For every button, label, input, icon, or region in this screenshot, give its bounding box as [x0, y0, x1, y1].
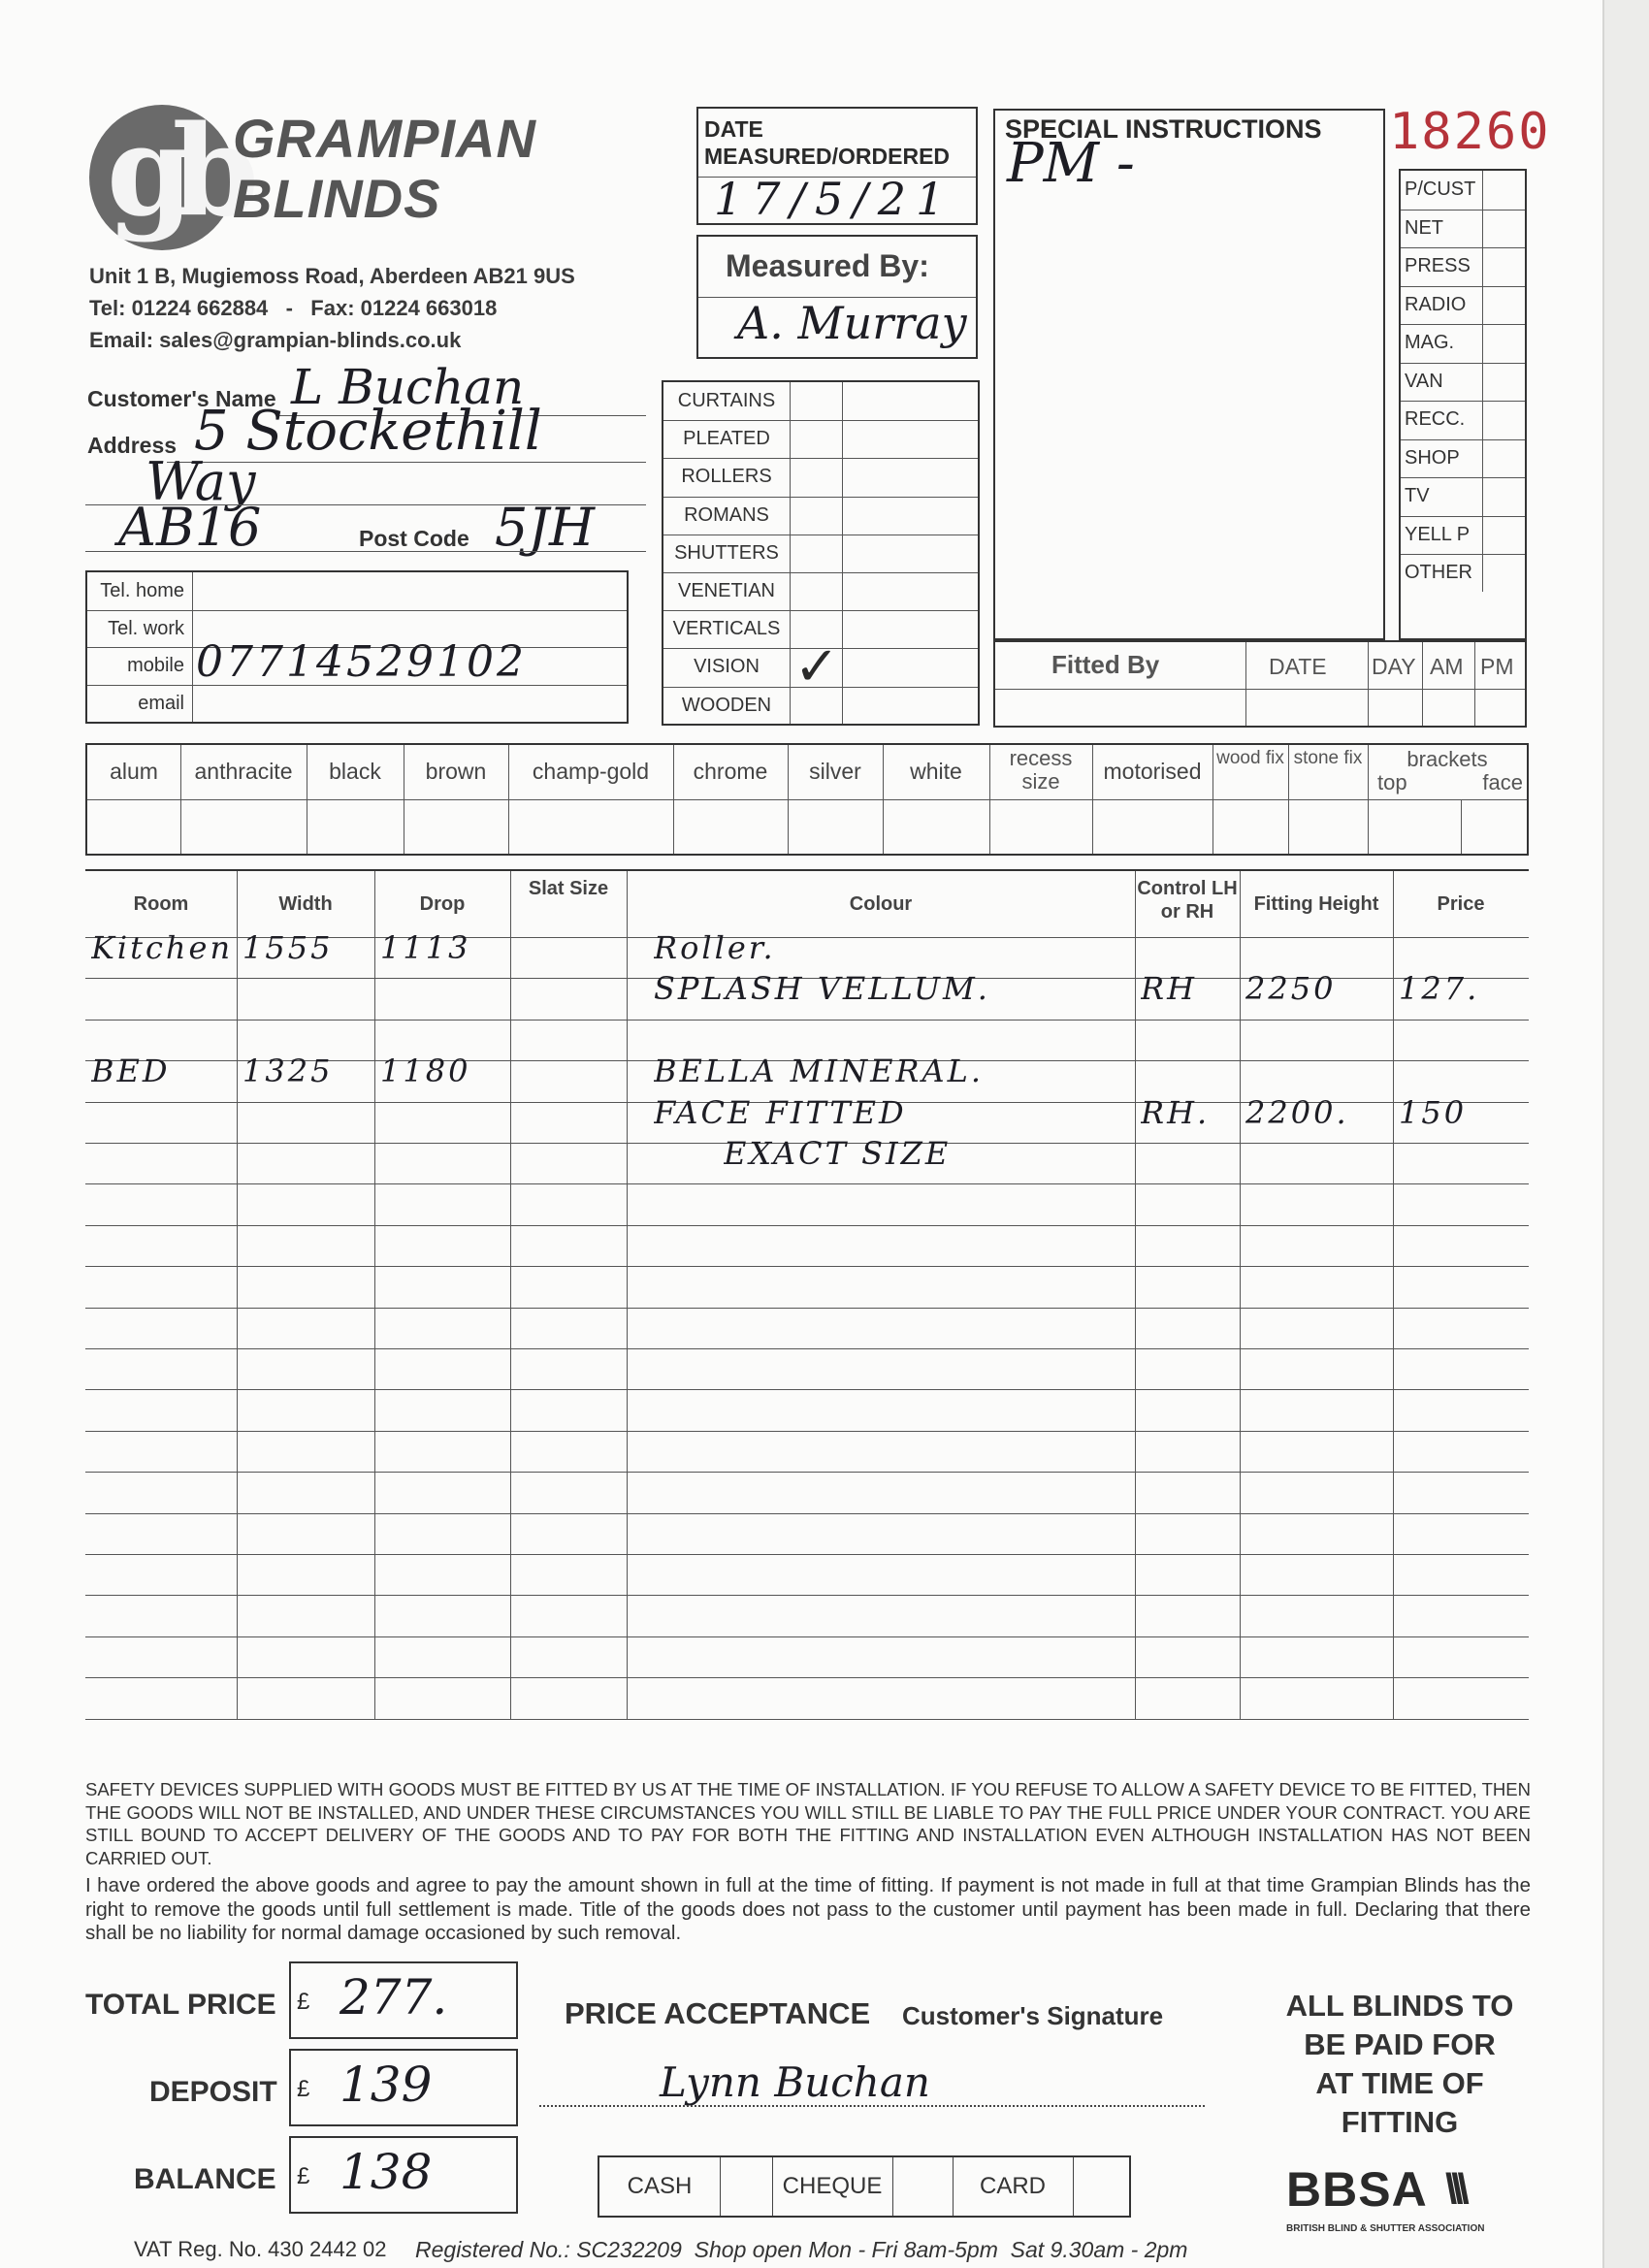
source-checkbox[interactable]: [1484, 518, 1525, 553]
blind-type-label: VISION: [694, 656, 760, 678]
fitted-by-am: AM: [1430, 654, 1464, 679]
source-row-divider: [1401, 477, 1525, 478]
option-checkbox[interactable]: [89, 803, 178, 852]
address-label: Address: [87, 433, 178, 458]
payment-notice: [1230, 1987, 1569, 2142]
blind-type-checkbox[interactable]: ✓: [793, 635, 840, 697]
measured-by-value[interactable]: A. Murray: [737, 297, 967, 349]
source-item: P/CUST: [1405, 178, 1476, 200]
source-checkbox[interactable]: [1484, 211, 1525, 246]
option-checkbox[interactable]: [510, 803, 671, 852]
order-cell-drop[interactable]: 1113: [380, 929, 471, 966]
page-edge: [1602, 0, 1649, 2268]
customer-signature-label: Customer's Signature: [902, 2001, 1164, 2030]
vat-number: VAT Reg. No. 430 2442 02: [134, 2237, 387, 2261]
payment-notice-line: FITTING: [1341, 2105, 1459, 2139]
contact-label: Tel. work: [108, 617, 184, 639]
signature-line: [539, 2105, 1205, 2107]
payment-notice-line: AT TIME OF: [1315, 2066, 1484, 2100]
blind-type-divider: [663, 420, 978, 421]
option-checkbox[interactable]: [991, 803, 1090, 852]
order-row-line: [85, 1183, 1529, 1184]
special-instructions-label: SPECIAL INSTRUCTIONS: [1005, 114, 1322, 144]
option-header-alum: alum: [110, 759, 158, 784]
balance-value[interactable]: 138: [340, 2144, 433, 2200]
option-checkbox[interactable]: [675, 803, 786, 852]
source-checkbox[interactable]: [1484, 288, 1525, 323]
source-list: [1399, 169, 1527, 640]
fitted-by-date: DATE: [1269, 654, 1327, 679]
source-row-divider: [1401, 516, 1525, 517]
order-cell-drop[interactable]: 1180: [380, 1053, 471, 1090]
source-item: SHOP: [1405, 446, 1460, 469]
blind-type-label: ROMANS: [684, 503, 769, 526]
order-cell-price[interactable]: 150: [1399, 1093, 1468, 1131]
date-value[interactable]: 17/5/21: [714, 173, 954, 225]
source-item: OTHER: [1405, 562, 1472, 583]
bbsa-logo: BBSA: [1286, 2162, 1428, 2217]
source-item: RECC.: [1405, 408, 1466, 430]
payment-divider: [720, 2157, 721, 2216]
source-row-divider: [1401, 247, 1525, 248]
source-row-divider: [1401, 554, 1525, 555]
safety-terms: SAFETY DEVICES SUPPLIED WITH GOODS MUST BE FITTED BY US AT THE TIME OF INSTALLATION. IF YOU REFUSE TO ALLOW A SAFETY DEVICE TO BE FITTED, THEN THE GOODS WILL NOT BE INSTALLED, AND UNDER THESE CIRCUMSTANCES YOU WILL STILL BE LIABLE TO PAY THE FULL PRICE UNDER YOUR CONTRACT. YOU ARE STILL BOUND TO ACCEPT DELIVERY OF THE GOODS AND TO PAY FOR BOTH THE FITTING AND INSTALLATION EVEN ALTHOUGH INSTALLATION HAS NOT BEEN CARRIED OUT.: [85, 1779, 1531, 1868]
option-checkbox[interactable]: [1094, 803, 1211, 852]
source-row-divider: [1401, 286, 1525, 287]
order-header-drop: Drop: [419, 893, 466, 915]
source-row-divider: [1401, 210, 1525, 211]
contact-label: Tel. home: [100, 580, 184, 601]
measured-by-box: [696, 235, 978, 359]
source-checkbox[interactable]: [1484, 556, 1525, 591]
agreement-terms: I have ordered the above goods and agree to pay the amount shown in full at the time of fitting. If payment is not made in full at that time Grampian Blinds has the right to remove the goods until full settlement is made. Title of the goods does not pass to the customer until payment has been made in full. Declaring that there shall be no liability for normal damage occasioned by such removal.: [85, 1874, 1531, 1944]
order-header-price: Price: [1437, 893, 1485, 915]
order-column-divider: [237, 871, 238, 1719]
order-cell-height[interactable]: 2250: [1245, 970, 1337, 1008]
blind-type-divider: [663, 687, 978, 688]
fitted-by-day: DAY: [1372, 654, 1416, 679]
address-line1[interactable]: 5 Stockethill: [194, 400, 542, 463]
blind-type-label: SHUTTERS: [674, 541, 779, 564]
order-column-divider: [1135, 871, 1136, 1719]
deposit-value[interactable]: 139: [340, 2057, 433, 2113]
blind-type-label: VERTICALS: [672, 618, 781, 640]
order-column-divider: [1393, 871, 1394, 1719]
order-cell-colour[interactable]: Roller.: [654, 929, 776, 966]
order-cell-room[interactable]: BED: [91, 1053, 171, 1090]
blind-type-divider: [663, 610, 978, 611]
bbsa-logo-slashes: \\\: [1445, 2165, 1464, 2213]
postcode-value[interactable]: 5JH: [495, 497, 596, 558]
order-cell-width[interactable]: 1325: [242, 1053, 334, 1090]
date-label-line2: MEASURED/ORDERED: [704, 144, 951, 169]
order-row-line: [85, 1719, 1529, 1720]
options-table: [85, 743, 1529, 856]
option-checkbox[interactable]: [182, 803, 305, 852]
company-phone: Tel: 01224 662884 - Fax: 01224 663018: [89, 296, 498, 320]
option-header-stone-fix: stone fix: [1293, 748, 1363, 768]
option-header-anthracite: anthracite: [194, 759, 293, 784]
fitted-by-pm: PM: [1480, 654, 1514, 679]
company-logo: [89, 99, 238, 250]
deposit-box: [289, 2049, 518, 2126]
order-row-line: [85, 1308, 1529, 1309]
source-row-divider: [1401, 439, 1525, 440]
order-cell-room[interactable]: Kitchen: [91, 929, 234, 966]
source-checkbox[interactable]: [1484, 479, 1525, 514]
balance-label: BALANCE: [134, 2163, 276, 2195]
blind-type-label: VENETIAN: [677, 580, 776, 601]
option-header-brackets: brackets: [1406, 747, 1488, 771]
source-item: VAN: [1405, 370, 1443, 392]
order-row-line: [85, 1554, 1529, 1555]
option-checkbox[interactable]: [885, 803, 987, 852]
total-currency: £: [297, 1989, 310, 2015]
company-email: Email: sales@grampian-blinds.co.uk: [89, 328, 462, 352]
postcode-label: Post Code: [359, 526, 469, 551]
total-price-value[interactable]: 277.: [340, 1969, 448, 2025]
payment-method-label: CARD: [979, 2173, 1046, 2199]
order-header-room: Room: [133, 893, 189, 915]
order-number: 18260: [1389, 103, 1551, 161]
source-checkbox[interactable]: [1484, 173, 1525, 208]
option-header-wood-fix: wood fix: [1216, 748, 1284, 768]
payment-method-label: CHEQUE: [782, 2173, 883, 2199]
blind-type-label: PLEATED: [683, 428, 770, 450]
address-line2[interactable]: Way: [146, 451, 256, 512]
contact-value[interactable]: 07714529102: [196, 637, 527, 687]
special-instructions-box: [993, 109, 1385, 640]
option-header-recess-size: recess size: [1009, 746, 1073, 794]
option-header-face: face: [1482, 770, 1523, 794]
balance-currency: £: [297, 2163, 310, 2189]
deposit-currency: £: [297, 2076, 310, 2102]
order-cell-width[interactable]: 1555: [242, 929, 334, 966]
order-cell-colour[interactable]: EXACT SIZE: [724, 1135, 952, 1172]
source-checkbox[interactable]: [1484, 441, 1525, 476]
order-cell-price[interactable]: 127.: [1399, 970, 1480, 1008]
order-row-line: [85, 1472, 1529, 1473]
customer-name-value[interactable]: L Buchan: [291, 359, 525, 415]
contact-label: email: [138, 692, 184, 714]
fitted-by-label: Fitted By: [1051, 650, 1160, 679]
source-row-divider: [1401, 324, 1525, 325]
contact-label: mobile: [127, 655, 184, 676]
total-price-box: [289, 1961, 518, 2039]
company-name-line2: BLINDS: [233, 168, 441, 229]
option-header-champ-gold: champ-gold: [532, 759, 650, 784]
source-checkbox[interactable]: [1484, 326, 1525, 361]
payment-method-checkbox[interactable]: [894, 2159, 951, 2214]
option-checkbox[interactable]: [405, 803, 506, 852]
payment-notice-line: BE PAID FOR: [1304, 2027, 1496, 2061]
customer-name-label: Customer's Name: [87, 386, 276, 411]
source-item: RADIO: [1405, 293, 1467, 315]
source-item: MAG.: [1405, 332, 1455, 353]
option-checkbox[interactable]: [308, 803, 402, 852]
order-cell-control[interactable]: RH: [1141, 970, 1197, 1008]
source-checkbox[interactable]: [1484, 249, 1525, 284]
order-header-height: Fitting Height: [1253, 893, 1379, 915]
option-checkbox[interactable]: [790, 803, 881, 852]
blind-type-divider: [663, 458, 978, 459]
order-row-line: [85, 1431, 1529, 1432]
source-row-divider: [1401, 363, 1525, 364]
option-header-chrome: chrome: [693, 759, 768, 784]
order-row-line: [85, 1266, 1529, 1267]
order-row-line: [85, 1595, 1529, 1596]
logo-monogram: gb: [107, 99, 238, 244]
source-checkbox[interactable]: [1484, 403, 1525, 437]
blind-type-label: WOODEN: [681, 694, 772, 716]
order-cell-colour[interactable]: BELLA MINERAL.: [654, 1053, 985, 1090]
payment-divider: [1073, 2157, 1074, 2216]
order-cell-height[interactable]: 2200.: [1245, 1093, 1349, 1131]
source-item: PRESS: [1405, 255, 1471, 276]
contact-divider: [87, 685, 627, 686]
special-instructions-value[interactable]: PM -: [1007, 132, 1135, 195]
order-column-divider: [374, 871, 375, 1719]
payment-notice-line: ALL BLINDS TO: [1285, 1989, 1514, 2023]
payment-method-checkbox[interactable]: [722, 2159, 770, 2214]
payment-method-label: CASH: [627, 2173, 693, 2199]
deposit-label: DEPOSIT: [149, 2076, 277, 2108]
fitted-by-table: [993, 640, 1527, 728]
company-address: Unit 1 B, Mugiemoss Road, Aberdeen AB21 9US: [89, 264, 575, 288]
order-row-line: [85, 1348, 1529, 1349]
source-row-divider: [1401, 401, 1525, 402]
option-checkbox[interactable]: [1214, 803, 1286, 852]
order-cell-colour[interactable]: FACE FITTED: [654, 1093, 907, 1131]
source-item: YELL P: [1405, 523, 1471, 545]
blind-types-table: [662, 380, 980, 726]
option-header-silver: silver: [809, 759, 861, 784]
bbsa-caption: BRITISH BLIND & SHUTTER ASSOCIATION: [1286, 2223, 1485, 2234]
option-header-black: black: [329, 759, 381, 784]
order-row-line: [85, 1389, 1529, 1390]
price-acceptance-title: PRICE ACCEPTANCE: [565, 1996, 871, 2030]
order-column-divider: [1240, 871, 1241, 1719]
payment-methods: [598, 2155, 1131, 2218]
payment-method-checkbox[interactable]: [1075, 2159, 1127, 2214]
source-item: NET: [1405, 216, 1443, 239]
contact-divider: [87, 610, 627, 611]
option-header-brown: brown: [425, 759, 487, 784]
order-header-control: Control LH or RH: [1137, 878, 1238, 923]
option-header-motorised: motorised: [1103, 759, 1202, 784]
blind-type-divider: [663, 497, 978, 498]
total-price-label: TOTAL PRICE: [85, 1989, 276, 2021]
order-cell-control[interactable]: RH.: [1141, 1093, 1211, 1131]
order-header-slat: Slat Size: [528, 878, 609, 899]
order-row-line: [85, 1513, 1529, 1514]
balance-box: [289, 2136, 518, 2214]
source-item: TV: [1405, 485, 1430, 506]
address-line3[interactable]: AB16: [118, 497, 262, 558]
order-table: [85, 869, 1529, 1733]
measured-by-label: Measured By:: [726, 248, 929, 283]
blind-type-label: ROLLERS: [681, 466, 772, 488]
order-row-line: [85, 1677, 1529, 1678]
option-header-white: white: [910, 759, 962, 784]
order-column-divider: [510, 871, 511, 1719]
company-name-line1: GRAMPIAN: [233, 108, 536, 169]
order-row-line: [85, 1636, 1529, 1637]
customer-signature[interactable]: Lynn Buchan: [660, 2058, 930, 2106]
option-divider: [1461, 799, 1462, 854]
order-column-divider: [627, 871, 628, 1719]
date-label-line1: DATE: [704, 116, 763, 142]
source-checkbox[interactable]: [1484, 365, 1525, 400]
order-cell-colour[interactable]: SPLASH VELLUM.: [654, 970, 990, 1008]
blind-type-label: CURTAINS: [677, 390, 776, 411]
option-checkbox[interactable]: [1290, 803, 1366, 852]
order-row-line: [85, 1225, 1529, 1226]
option-header-top: top: [1377, 770, 1407, 794]
blind-type-divider: [663, 572, 978, 573]
registered-number: Registered No.: SC232209 Shop open Mon - Fri 8am-5pm Sat 9.30am - 2pm: [415, 2237, 1188, 2262]
order-header-colour: Colour: [849, 893, 913, 915]
order-header-width: Width: [278, 893, 333, 915]
date-box: [696, 107, 978, 225]
payment-divider: [892, 2157, 893, 2216]
order-row-line: [85, 1020, 1529, 1021]
contacts-table: [85, 570, 629, 724]
